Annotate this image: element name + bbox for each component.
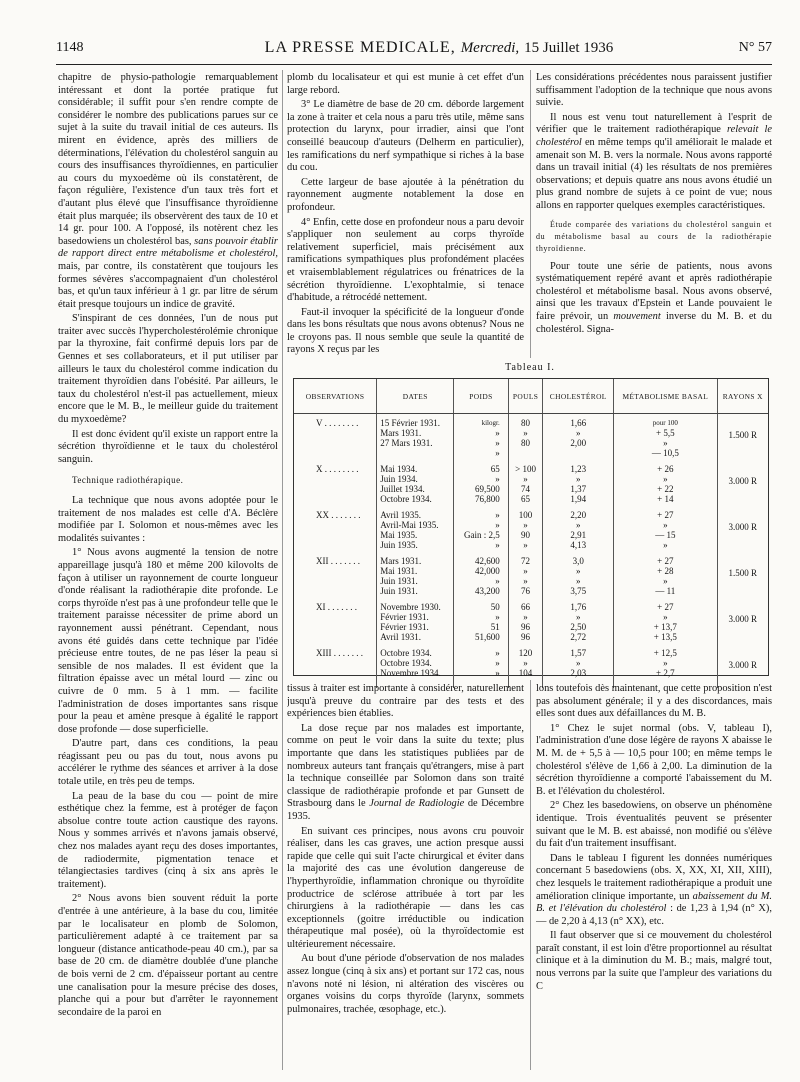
paragraph: tissus à traiter est importante à considérer, naturellement jusqu'à preuve du contraire par des tests et des expériences bien établies. bbox=[287, 683, 524, 720]
cell-line: » bbox=[495, 474, 500, 484]
journal-title bbox=[196, 39, 682, 57]
chol-cell bbox=[543, 552, 614, 598]
cell-line: 1,57 bbox=[570, 648, 587, 658]
table-row bbox=[294, 414, 768, 461]
table-row bbox=[294, 644, 768, 688]
journal-name: LA PRESSE MEDICALE, bbox=[264, 39, 456, 56]
cell-line: 2,72 bbox=[570, 632, 587, 642]
cell-line: » bbox=[523, 428, 528, 438]
rx-cell bbox=[717, 598, 768, 644]
cell-line: Juin 1934. bbox=[380, 474, 418, 484]
unit-label: pour 100 bbox=[652, 419, 678, 427]
paragraph: Dans le tableau I figurent les données numériques concernant 5 basedowiens (obs. X, XX, XI, XII, XIII), chez lesquels le traitement radiothérapique a produit une amélioration clinique importante, un abaissement du M. B. et l'élévation du cholestérol : de 1,23 à 1,94 (n° X), — de 2,20 à 4,13 (n° XX), etc. bbox=[536, 852, 772, 927]
dates-cell bbox=[377, 598, 454, 644]
cell-line: Octobre 1934. bbox=[380, 648, 432, 658]
paragraph: Il faut observer que si ce mouvement du cholestérol paraît constant, il est loin d'être proportionnel au résultat clinique et à la diminution du M. B.; mais, malgré tout, nous verrons par la suite que l'ampleur des variations du C bbox=[536, 930, 772, 992]
column-2 bbox=[287, 72, 524, 356]
cell-line: Mai 1934. bbox=[380, 464, 418, 474]
cell-line: + 27 bbox=[657, 556, 674, 566]
chol-cell bbox=[543, 460, 614, 506]
table-body bbox=[294, 414, 768, 689]
rx-cell bbox=[717, 460, 768, 506]
column-4 bbox=[287, 683, 524, 1078]
header-rule bbox=[56, 64, 772, 65]
cell-line: Mai 1935. bbox=[380, 530, 418, 540]
cell-line: Mars 1931. bbox=[380, 556, 422, 566]
cell-line: Février 1931. bbox=[380, 612, 429, 622]
cell-line: 15 Février 1931. bbox=[380, 418, 440, 428]
cell-line: + 22 bbox=[657, 484, 674, 494]
mb-cell bbox=[614, 644, 717, 688]
rx-value: 3.000 R bbox=[728, 522, 758, 532]
cell-line: + 5,5 bbox=[656, 428, 675, 438]
cell-line: » bbox=[495, 612, 500, 622]
issue-number: N° 57 bbox=[738, 40, 772, 55]
paragraph: Au bout d'une période d'observation de nos malades assez longue (cinq à six ans) et portant sur 172 cas, nous n'avons noté ni lésion, ni altération des viscères ou organes voisins du corps thyroïde (larynx, sommets pulmonaires, trachée, œsophage, etc.). bbox=[287, 953, 524, 1015]
cell-line: + 13,7 bbox=[653, 622, 677, 632]
cell-line: » bbox=[523, 566, 528, 576]
cell-line: » bbox=[576, 612, 581, 622]
cell-line: 1,66 bbox=[570, 418, 587, 428]
cell-line: 96 bbox=[521, 632, 531, 642]
obs-cell bbox=[294, 552, 377, 598]
paragraph: D'autre part, dans ces conditions, la peau réagissant peu ou pas du tout, nous avons pu accélérer le rythme des séances et arriver à la dose totale utile, en très peu de temps. bbox=[58, 738, 278, 788]
cell-line: + 27 bbox=[657, 602, 674, 612]
cell-line: 120 bbox=[518, 648, 533, 658]
mb-cell bbox=[614, 598, 717, 644]
cell-line: 1,94 bbox=[570, 494, 587, 504]
rx-value: 1.500 R bbox=[728, 430, 758, 440]
poids-cell bbox=[454, 552, 508, 598]
cell-line: Avril 1935. bbox=[380, 510, 422, 520]
cell-line: Juillet 1934. bbox=[380, 484, 425, 494]
cell-line: » bbox=[495, 438, 500, 448]
paragraph: 2° Nous avons bien souvent réduit la porte d'entrée à une antérieure, à la base du cou, limitée par le localisateur en plomb de Solomon, particulièrement adapté à ce traitement par sa longueur (distance anticathode-peau 40 cm.), par sa base de 20 cm. de diamètre doublée d'une planche de bois verni de 2 cm. d'épaisseur portant au centre une canalisation pour la mesure précise des doses, planche qui a pour but d'arrêter le rayonnement secondaire de la paroi en bbox=[58, 893, 278, 1018]
cell-line: 4,13 bbox=[570, 540, 587, 550]
cell-line: » bbox=[495, 520, 500, 530]
cell-line: » bbox=[495, 576, 500, 586]
cell-line: + 2,7 bbox=[656, 668, 675, 678]
cell-line: » bbox=[523, 658, 528, 668]
cell-line: » bbox=[495, 658, 500, 668]
chol-cell bbox=[543, 414, 614, 461]
page-number: 1148 bbox=[56, 40, 84, 55]
paragraph: Les considérations précédentes nous paraissent justifier suffisamment l'adoption de la technique que nous avons suivie. bbox=[536, 72, 772, 109]
cell-line: » bbox=[663, 474, 668, 484]
cell-line: 104 bbox=[518, 668, 533, 678]
cell-line: + 28 bbox=[657, 566, 674, 576]
chol-cell bbox=[543, 506, 614, 552]
obs-cell bbox=[294, 598, 377, 644]
paragraph: 1° Chez le sujet normal (obs. V, tableau I), l'administration d'une dose légère de rayons X abaisse le M. M. de + 5,5 à — 10,5 pour 100; en même temps le cholestérol s'élève de 1,66 à 2,00. La diminution de la sécrétion thyroïdienne a comporté l'abaissement du M. B. et l'élévation du cholestérol. bbox=[536, 722, 772, 797]
table-row bbox=[294, 552, 768, 598]
paragraph: Il est donc évident qu'il existe un rapport entre la sécrétion thyroïdienne et le taux du cholestérol sanguin. bbox=[58, 428, 278, 465]
rx-cell bbox=[717, 414, 768, 461]
section-heading: Étude comparée des variations du cholestérol sanguin et du métabolisme basal au cours de la radiothérapie thyroïdienne. bbox=[536, 219, 772, 253]
cell-line: » bbox=[576, 474, 581, 484]
cell-line: » bbox=[576, 428, 581, 438]
cell-line: + 14 bbox=[657, 494, 674, 504]
cell-line: » bbox=[523, 540, 528, 550]
cell-line: » bbox=[523, 520, 528, 530]
paragraph: Il nous est venu tout naturellement à l'esprit de vérifier que le traitement radiothérapique relevait le cholestérol en même temps qu'il améliorait le malade et amenait son M. B. vers la normale. Nous avons rapporté dans un travail initial (4) les résultats de nos premières observations; et depuis quatre ans nous avons étudié un plus grand nombre de sujets à ce point de vue; nous allons en rapporter quelques exemples caractéristiques. bbox=[536, 111, 772, 211]
cell-line: + 13,5 bbox=[653, 632, 677, 642]
cell-line: Avril 1931. bbox=[380, 632, 422, 642]
cell-line: 66 bbox=[521, 602, 531, 612]
cell-line: 2,91 bbox=[570, 530, 587, 540]
column-5 bbox=[536, 683, 772, 1078]
cell-line: + 12,5 bbox=[653, 648, 677, 658]
cell-line: » bbox=[495, 668, 500, 678]
cell-line: 2,00 bbox=[570, 438, 587, 448]
rx-value: 3.000 R bbox=[728, 476, 758, 486]
cell-line: 2,50 bbox=[570, 622, 587, 632]
cell-line: 1,37 bbox=[570, 484, 587, 494]
cell-line: » bbox=[495, 510, 500, 520]
cell-line: » bbox=[495, 648, 500, 658]
cell-line: 80 bbox=[521, 418, 531, 428]
rx-value: 3.000 R bbox=[728, 614, 758, 624]
obs-label: V . . . . . . . . bbox=[316, 418, 359, 428]
table-header-cell: POIDS bbox=[454, 379, 508, 414]
issue-date: 15 Juillet 1936 bbox=[524, 40, 614, 56]
table-row bbox=[294, 598, 768, 644]
paragraph: S'inspirant de ces données, l'un de nous put traiter avec succès l'hypercholestérolémie chronique par la thyroxine, fait confirmé depuis lors par de Gennes et ses collaborateurs, et il put utiliser par ailleurs le taux du cholestérol comme indication du traitement thyroïdien dans l'obésité. Par ailleurs, le taux du cholestérol n'est-il pas actuellement, mieux encore que le M. B., le meilleur guide du traitement du myxoedème? bbox=[58, 313, 278, 426]
obs-cell bbox=[294, 644, 377, 688]
dates-cell bbox=[377, 552, 454, 598]
mb-cell bbox=[614, 460, 717, 506]
table-header-cell: DATES bbox=[377, 379, 454, 414]
table-header-cell: MÉTABOLISME BASAL bbox=[614, 379, 717, 414]
cell-line: » bbox=[663, 520, 668, 530]
obs-cell bbox=[294, 506, 377, 552]
chol-cell bbox=[543, 598, 614, 644]
dates-cell bbox=[377, 414, 454, 461]
cell-line: » bbox=[663, 612, 668, 622]
cell-line: 42,000 bbox=[474, 566, 500, 576]
cell-line: 1,76 bbox=[570, 602, 587, 612]
mb-cell bbox=[614, 506, 717, 552]
cell-line: 65 bbox=[521, 494, 531, 504]
cell-line: 51,600 bbox=[474, 632, 500, 642]
pouls-cell bbox=[508, 414, 543, 461]
cell-line: 74 bbox=[521, 484, 531, 494]
cell-line: Novembre 1930. bbox=[380, 602, 441, 612]
cell-line: Mars 1931. bbox=[380, 428, 422, 438]
rx-cell bbox=[717, 552, 768, 598]
cell-line: 50 bbox=[490, 602, 500, 612]
column-3 bbox=[536, 72, 772, 356]
cell-line: Juin 1931. bbox=[380, 586, 418, 596]
table-header-cell: OBSERVATIONS bbox=[294, 379, 377, 414]
section-heading: Technique radiothérapique. bbox=[72, 475, 184, 486]
cell-line: » bbox=[523, 576, 528, 586]
poids-cell bbox=[454, 414, 508, 461]
paragraph: chapitre de physio-pathologie remarquablement intéressant et dont la portée pratique fut considérable; il suffit pour s'en rendre compte de considérer le nombre des publications parues sur ce sujet à la suite du travail initial de ces auteurs. Ils mirent en évidence, après des milliers de déterminations, l'élévation du cholestérol sanguin au cours des insuffisances thyroïdiennes, en particulier au cours du myxoedème où ils constatèrent, de façon régulière, l'existence d'un taux très fort et d'autant plus élevé que l'insuffisance thyroïdienne était plus marquée; ils observèrent des taux de 10 et 14 gr. pour 100. A l'opposé, ils notèrent chez les basedowiens un cholestérol bas, sans pouvoir établir de rapport direct entre métabolisme et cholestérol, mais, par contre, ils constatèrent que toujours les formes sévères s'accompagnaient d'un cholestérol bas, et qu'un taux inférieur à 1 gr. par litre de sérum était presque toujours un indice de gravité. bbox=[58, 72, 278, 310]
cell-line: 42,600 bbox=[474, 556, 500, 566]
dates-cell bbox=[377, 644, 454, 688]
poids-cell bbox=[454, 460, 508, 506]
dates-cell bbox=[377, 460, 454, 506]
cell-line: Juin 1935. bbox=[380, 540, 418, 550]
cell-line: Juin 1931. bbox=[380, 576, 418, 586]
cell-line: Octobre 1934. bbox=[380, 658, 432, 668]
obs-label: XIII . . . . . . . bbox=[316, 648, 363, 658]
cell-line: Avril-Mai 1935. bbox=[380, 520, 439, 530]
rx-value: 1.500 R bbox=[728, 568, 758, 578]
obs-label: XII . . . . . . . bbox=[316, 556, 360, 566]
cell-line: » bbox=[663, 576, 668, 586]
cell-line: Novembre 1934. bbox=[380, 668, 441, 678]
pouls-cell bbox=[508, 598, 543, 644]
cell-line: 100 bbox=[518, 510, 533, 520]
cell-line: 43,200 bbox=[474, 586, 500, 596]
rx-cell bbox=[717, 506, 768, 552]
chol-cell bbox=[543, 644, 614, 688]
cell-line: » bbox=[663, 438, 668, 448]
cell-line: 69,500 bbox=[474, 484, 500, 494]
paragraph: 3° Le diamètre de base de 20 cm. déborde largement la zone à traiter et cela nous a paru très utile, même sans protection du larynx, pour irradier, ainsi que l'ont conseillé beaucoup d'auteurs (Delherm en particulier), les ramifications du nerf sympathique si riches à la base du cou. bbox=[287, 99, 524, 174]
pouls-cell bbox=[508, 460, 543, 506]
unit-label: kilogr. bbox=[481, 419, 500, 427]
column-1 bbox=[58, 72, 278, 1072]
table-header-cell: RAYONS X bbox=[717, 379, 768, 414]
cell-line: 3,75 bbox=[570, 586, 587, 596]
table-header-cell: CHOLESTÉROL bbox=[543, 379, 614, 414]
cell-line: Gain : 2,5 bbox=[463, 530, 500, 540]
table-row bbox=[294, 506, 768, 552]
paragraph: Pour toute une série de patients, nous avons systématiquement repéré avant et après radiothérapie cholestérol et métabolisme basal. Nous avons observé, ainsi que les travaux d'Epstein et Lande pouvaient le faire prévoir, un mouvement inverse du M. B. et du cholestérol. Signa- bbox=[536, 260, 772, 335]
cell-line: 3,0 bbox=[572, 556, 584, 566]
cell-line: 1,23 bbox=[570, 464, 587, 474]
cell-line: » bbox=[576, 520, 581, 530]
cell-line: 2,03 bbox=[570, 668, 587, 678]
obs-label: X . . . . . . . . bbox=[316, 464, 359, 474]
cell-line: 76,800 bbox=[474, 494, 500, 504]
obs-cell bbox=[294, 414, 377, 461]
obs-label: XI . . . . . . . bbox=[316, 602, 357, 612]
cell-line: » bbox=[495, 540, 500, 550]
page-header bbox=[56, 40, 772, 66]
cell-line: 65 bbox=[490, 464, 500, 474]
cell-line: 76 bbox=[521, 586, 531, 596]
poids-cell bbox=[454, 644, 508, 688]
cell-line: 72 bbox=[521, 556, 531, 566]
cell-line: 51 bbox=[490, 622, 500, 632]
cell-line: Octobre 1934. bbox=[380, 494, 432, 504]
table-row bbox=[294, 460, 768, 506]
poids-cell bbox=[454, 506, 508, 552]
cell-line: 80 bbox=[521, 438, 531, 448]
dates-cell bbox=[377, 506, 454, 552]
cell-line: 90 bbox=[521, 530, 531, 540]
obs-cell bbox=[294, 460, 377, 506]
paragraph: 4° Enfin, cette dose en profondeur nous a paru devoir s'appliquer non seulement au corps thyroïde relativement superficiel, mais précisément aux ramifications sympathiques plus profondément placées et vraisemblablement régulatrices ou frénatrices de la sécrétion thyroïdienne. L'exophtalmie, si tenace d'habitude, a rétrocédé nettement. bbox=[287, 216, 524, 304]
cell-line: Mai 1931. bbox=[380, 566, 418, 576]
cell-line: » bbox=[523, 612, 528, 622]
cell-line: 2,20 bbox=[570, 510, 587, 520]
cell-line: » bbox=[576, 566, 581, 576]
cell-line: » bbox=[663, 540, 668, 550]
cell-line: — 11 bbox=[655, 586, 676, 596]
cell-line: > 100 bbox=[515, 464, 536, 474]
cell-line: — 15 bbox=[655, 530, 676, 540]
paragraph: La dose reçue par nos malades est importante, comme on peut le voir dans la suite du texte; plus importante que dans les statistiques publiées par de nombreux auteurs tant français qu'étrangers, mise à part la technique conseillée par Solomon dans son traité classique de radiothérapie profonde et par Gunsett de Strasbourg dans le Journal de Radiologie de Décembre 1935. bbox=[287, 722, 524, 822]
paragraph: La peau de la base du cou — point de mire esthétique chez la femme, est à protéger de façon absolue contre toute action caustique des rayons. Nous y sommes arrivés et n'avons jamais observé, chez nos malades ayant reçu des doses importantes, de radiodermite, pigmentation tenace et télangiectasies tardives (cinq à six ans après le traitement). bbox=[58, 790, 278, 890]
paragraph: Cette largeur de base ajoutée à la pénétration du rayonnement augmente notablement la dose en profondeur. bbox=[287, 176, 524, 213]
pouls-cell bbox=[508, 552, 543, 598]
data-table bbox=[293, 378, 769, 676]
mb-cell bbox=[614, 552, 717, 598]
table-header-row bbox=[294, 379, 768, 414]
cell-line: » bbox=[576, 576, 581, 586]
cell-line: + 26 bbox=[657, 464, 674, 474]
table-header-cell: POULS bbox=[508, 379, 543, 414]
cell-line: 27 Mars 1931. bbox=[380, 438, 433, 448]
pouls-cell bbox=[508, 506, 543, 552]
cell-line: » bbox=[495, 428, 500, 438]
cell-line: + 27 bbox=[657, 510, 674, 520]
paragraph: La technique que nous avons adoptée pour le traitement de nos malades est celle d'A. Béclère modifiée par I. Solomon et nous-mêmes avec les modalités suivantes : bbox=[58, 495, 278, 544]
cell-line: » bbox=[495, 448, 500, 458]
cell-line: » bbox=[523, 474, 528, 484]
poids-cell bbox=[454, 598, 508, 644]
weekday: Mercredi, bbox=[460, 40, 520, 56]
column-divider bbox=[530, 70, 531, 358]
cell-line: » bbox=[576, 658, 581, 668]
cell-line: — 10,5 bbox=[651, 448, 679, 458]
pouls-cell bbox=[508, 644, 543, 688]
cell-line: 96 bbox=[521, 622, 531, 632]
paragraph: En suivant ces principes, nous avons cru pouvoir réaliser, dans les cas graves, une action presque aussi rapide que celle qui suit l'acte chirurgical et éviter dans la majorité des cas une évolution dangereuse de l'hyperthyroïdie, inflammation chronique ou thyroïdite productrice de sclérose attribuée à tort par les chirurgiens à la radiothérapie — dans les cas exceptionnels (goitre irréductible ou indication thérapeutique mal posée), où la thyroïdectomie est ultérieurement nécessaire. bbox=[287, 825, 524, 950]
column-divider bbox=[282, 70, 283, 1070]
paragraph: 2° Chez les basedowiens, on observe un phénomène identique. Trois éventualités peuvent se présenter suivant que le M. B. est abaissé, non modifié ou s'élève du fait d'un traitement insuffisant. bbox=[536, 800, 772, 850]
table-caption: Tableau I. bbox=[505, 362, 555, 373]
paragraph: lons toutefois dès maintenant, que cette proposition n'est pas absolument générale; il y a des discordances, mais elles sont dues aux défaillances du M. B. bbox=[536, 683, 772, 720]
paragraph: 1° Nous avons augmenté la tension de notre appareillage jusqu'à 180 et même 200 kilovolts de façon à utiliser un rayonnement de courte longueur d'onde réalisant la radiothérapie dite profonde. Le corps thyroïde n'est pas à une profondeur telle que le traitement paraisse nécessiter de prime abord un rayonnement aussi pénétrant. Cependant, nous avons été guidés dans cette technique par l'idée précieuse entre toutes, de ne pas léser la peau si sensible de nos malades. Il est évident que la filtration épaisse avec un métal lourd — zinc ou cuivre de 0 mm. 5 à 1 mm. — facilite l'administration de doses importantes sans risque pour la peau et amène presque à égalité le rapport dose profonde — dose superficielle. bbox=[58, 547, 278, 735]
column-divider bbox=[530, 680, 531, 1070]
obs-label: XX . . . . . . . bbox=[316, 510, 361, 520]
rx-cell bbox=[717, 644, 768, 688]
paragraph: plomb du localisateur et qui est munie à cet effet d'un large rebord. bbox=[287, 72, 524, 96]
paragraph: Faut-il invoquer la spécificité de la longueur d'onde dans les bons résultats que nous avons obtenus? Nous ne le croyons pas. Il nous semble que seule la quantité de rayons X reçus par les bbox=[287, 306, 524, 356]
cell-line: Février 1931. bbox=[380, 622, 429, 632]
mb-cell bbox=[614, 414, 717, 461]
rx-value: 3.000 R bbox=[728, 660, 758, 670]
cell-line: » bbox=[663, 658, 668, 668]
